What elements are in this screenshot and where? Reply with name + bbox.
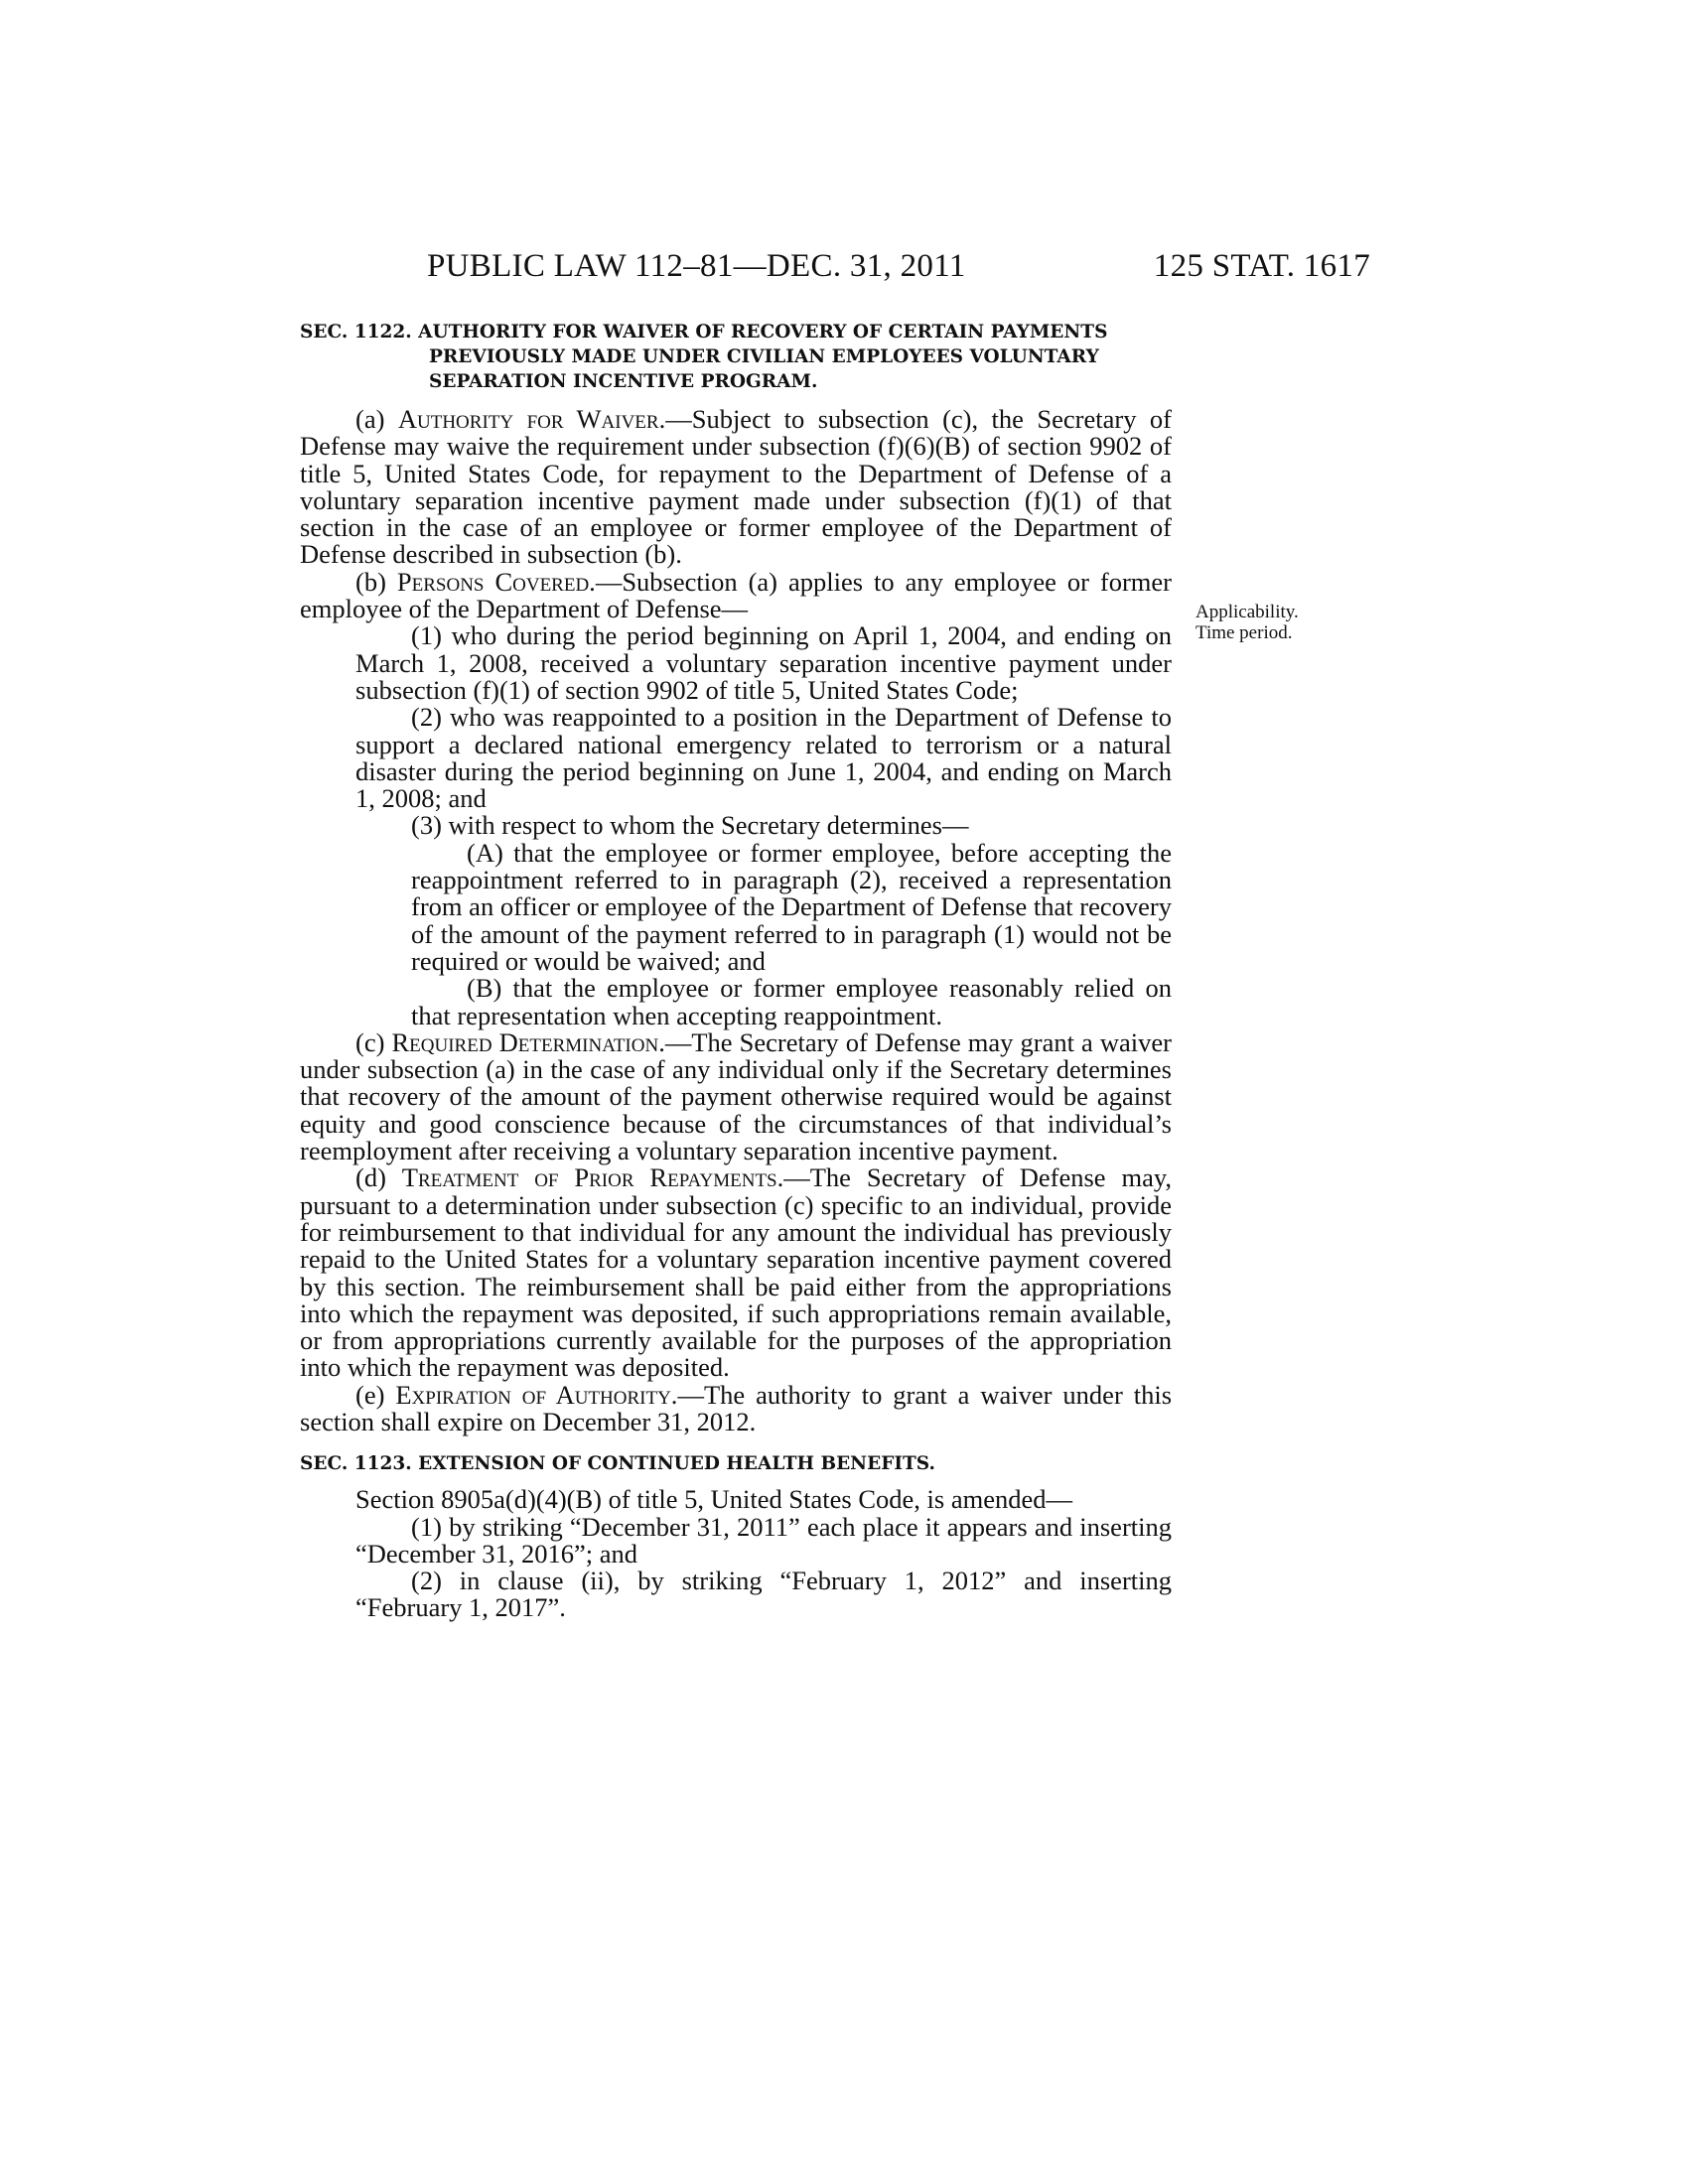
paragraph-b-2: (2) who was reappointed to a position in the Department of Defense to support a declared national emergency related to terrorism or a natural disaster during the period beginning on June 1, 2004, and ending on March 1, 2008; and: [355, 702, 1172, 814]
section-1123-paragraph-1: (1) by striking “December 31, 2011” each place it appears and inserting “December 31, 2016”; and: [355, 1511, 1172, 1569]
subparagraph-b-3-a: (A) that the employee or former employee, before accepting the reappointment referred to in paragraph (2), received a representation from an officer or employee of the Department of Defense that recovery of the amount of the payment referred to in paragraph (1) would not be required or would be waived; and: [411, 837, 1172, 976]
subsection-d-label: (d): [355, 1162, 402, 1193]
statute-page-number: 125 STAT. 1617: [1153, 248, 1370, 284]
subsection-d-text: —The Secretary of Defense may, pursuant to a determination under subsection (c) specific to an individual, provide for reimbursement to that individual for any amount the individual has previously repaid to the United States for a voluntary separation incentive payment covered by this section. The reimbursement shall be paid either from the appropriations into which the repayment was deposited, if such appropriations remain available, or from appropriations currently available for the purposes of the appropriation into which the repayment was deposited.: [300, 1162, 1172, 1383]
section-1123-heading: [300, 1451, 1172, 1476]
subsection-b-label: (b): [355, 566, 397, 597]
margin-note-time-period: Time period.: [1196, 622, 1293, 643]
subsection-a-text: —Subject to subsection (c), the Secretary of Defense may waive the requirement under subsection (f)(6)(B) of section 9902 of title 5, United States Code, for repayment to the Department of Defense of a voluntary separation incentive payment made under subsection (f)(1) of that section in the case of an employee or former employee of the Department of Defense described in subsection (b).: [300, 404, 1172, 570]
section-1123-intro: Section 8905a(d)(4)(B) of title 5, United States Code, is amended—: [355, 1484, 1072, 1515]
subsection-a-heading: Authority for Waiver.: [397, 404, 666, 434]
subsection-e-text: —The authority to grant a waiver under this section shall expire on December 31, 2012.: [300, 1379, 1173, 1436]
subsection-e: [300, 1379, 1173, 1436]
subsection-d: [300, 1164, 1172, 1381]
subsection-c: [300, 1026, 1172, 1166]
subsection-b-text: —Subsection (a) applies to any employee or former employee of the Department of Defense—: [300, 566, 1172, 624]
subsection-b-heading: Persons Covered.: [396, 566, 596, 597]
subsection-b: [300, 566, 1172, 624]
section-1123-title: EXTENSION OF CONTINUED HEALTH BENEFITS.: [418, 1453, 935, 1475]
subparagraph-b-3-b: (B) that the employee or former employee reasonably relied on that representation when accepting reappointment.: [411, 973, 1172, 1030]
subsection-e-label: (e): [355, 1379, 396, 1410]
section-1123-number: SEC. 1123.: [300, 1453, 412, 1475]
section-1122-number: SEC. 1122.: [300, 322, 412, 342]
section-1123-paragraph-2: (2) in clause (ii), by striking “February 1, 2012” and inserting “February 1, 2017”.: [355, 1566, 1172, 1623]
running-header: [298, 248, 1370, 288]
subsection-a-label: (a): [355, 404, 398, 434]
margin-note: [1196, 602, 1299, 643]
document-body: [300, 320, 1172, 1622]
subsection-d-heading: Treatment of Prior Repayments.: [401, 1162, 784, 1193]
public-law-citation: PUBLIC LAW 112–81—DEC. 31, 2011: [427, 248, 966, 284]
section-1122-heading: [300, 320, 1172, 394]
subsection-c-heading: Required Determination.: [391, 1026, 665, 1057]
subsection-e-heading: Expiration of Authority.: [395, 1379, 678, 1410]
subsection-c-label: (c): [355, 1026, 392, 1057]
subsection-c-text: —The Secretary of Defense may grant a waiver under subsection (a) in the case of any individual only if the Secretary determines that recovery of the amount of the payment otherwise required would be against equity and good conscience because of the circumstances of that individual’s reemployment after receiving a voluntary separation incentive payment.: [300, 1026, 1172, 1166]
margin-note-applicability: Applicability.: [1196, 602, 1299, 622]
paragraph-b-3: (3) with respect to whom the Secretary determines—: [411, 810, 969, 841]
section-1122-title: AUTHORITY FOR WAIVER OF RECOVERY OF CERTAIN PAYMENTS PREVIOUSLY MADE UNDER CIVILIAN EMPLOYEES VOLUNTARY SEPARATION INCENTIVE PROGRAM.: [418, 322, 1108, 392]
subsection-a: [300, 406, 1172, 569]
paragraph-b-1: (1) who during the period beginning on April 1, 2004, and ending on March 1, 2008, received a voluntary separation incentive payment under subsection (f)(1) of section 9902 of title 5, United States Code;: [355, 620, 1172, 705]
